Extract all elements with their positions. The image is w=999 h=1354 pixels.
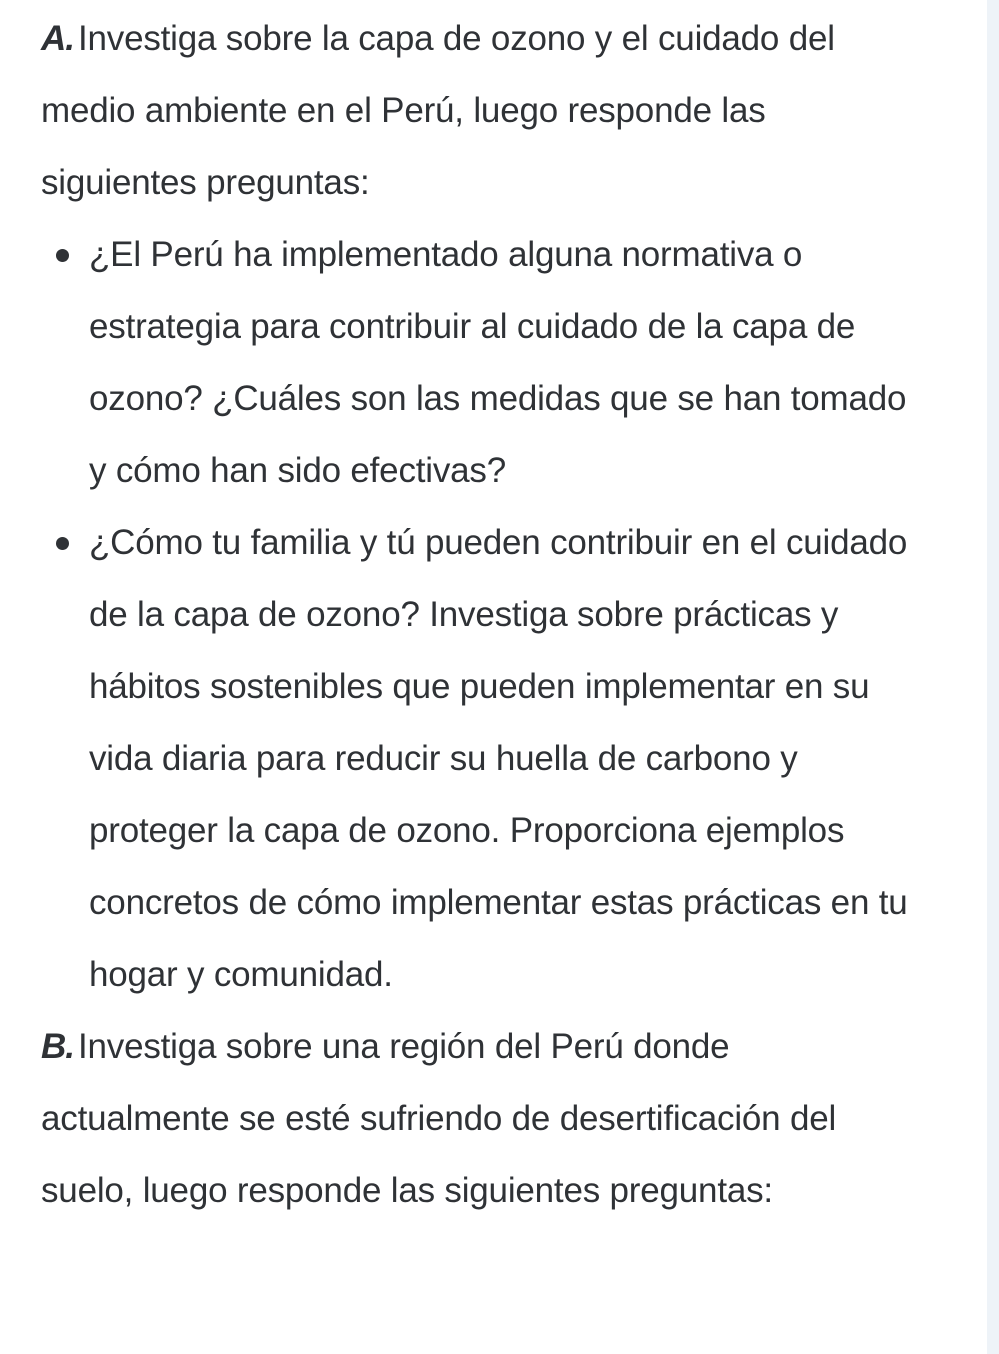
question-text: ¿Cómo tu familia y tú pueden contribuir en el cuidado de la capa de ozono? Investiga sobre prácticas y hábitos sostenibles que pueden implementar en su vida diaria para reducir su huella de carbono y proteger la capa de ozono. Proporciona ejemplos concretos de cómo implementar estas prácticas en tu hogar y comunidad. <box>89 523 908 994</box>
section-a-intro <box>41 3 921 219</box>
section-b-intro <box>41 1011 921 1227</box>
bullet-icon <box>56 537 69 550</box>
scrollbar-track[interactable] <box>987 0 999 1354</box>
bullet-icon <box>56 249 69 262</box>
section-b-letter: B. <box>41 1027 74 1066</box>
document-content <box>41 3 921 1227</box>
section-a-question-list <box>41 219 921 1011</box>
list-item <box>41 507 921 1011</box>
list-item <box>41 219 921 507</box>
section-a-text: Investiga sobre la capa de ozono y el cuidado del medio ambiente en el Perú, luego responde las siguientes preguntas: <box>41 19 835 202</box>
question-text: ¿El Perú ha implementado alguna normativa o estrategia para contribuir al cuidado de la capa de ozono? ¿Cuáles son las medidas que se han tomado y cómo han sido efectivas? <box>89 235 907 490</box>
section-b-text: Investiga sobre una región del Perú donde actualmente se esté sufriendo de desertificación del suelo, luego responde las siguientes preguntas: <box>41 1027 837 1210</box>
section-a-letter: A. <box>41 19 74 58</box>
